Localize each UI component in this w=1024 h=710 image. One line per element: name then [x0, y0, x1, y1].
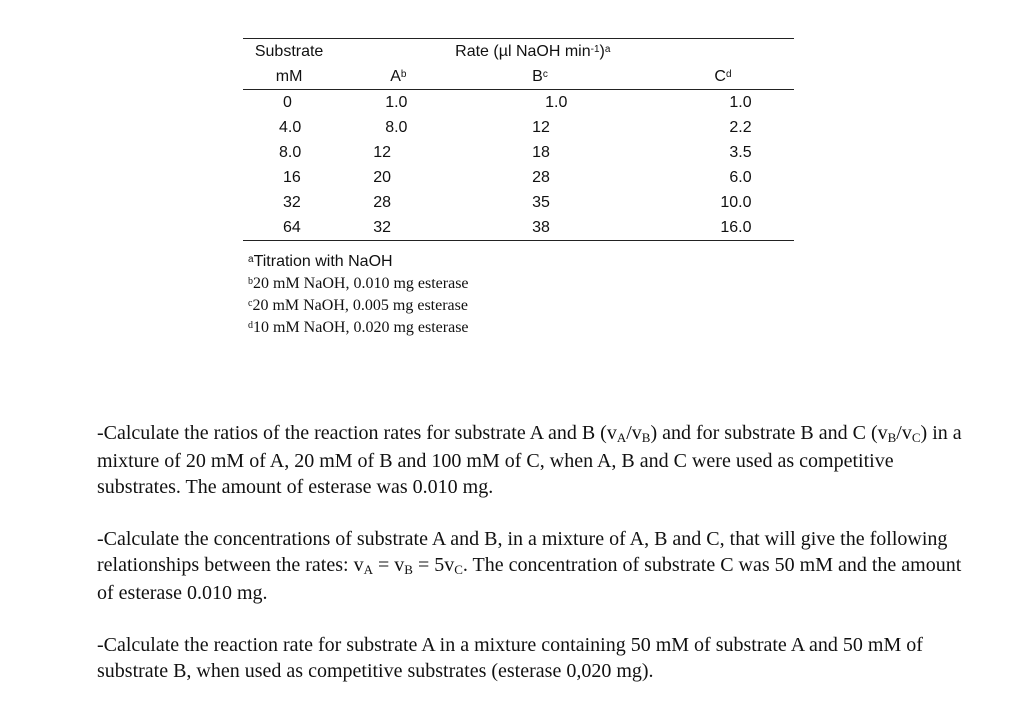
table-row — [243, 90, 794, 116]
footnote-a: $^a$Titration with NaOH — [248, 253, 393, 270]
cell-b: 18 — [532, 144, 550, 161]
footnote-b: $^b$20 mM NaOH, 0.010 mg esterase — [248, 275, 469, 292]
footnote-c: $^c$20 mM NaOH, 0.005 mg esterase — [248, 297, 468, 314]
cell-mm: 64 — [283, 219, 301, 236]
table-header-row-1 — [243, 39, 794, 65]
table-row — [243, 115, 794, 140]
rate-table-container — [243, 38, 794, 241]
table-row — [243, 215, 794, 241]
rate-table — [243, 38, 794, 241]
cell-b: 35 — [532, 194, 550, 211]
cell-a: 32 — [373, 219, 391, 236]
header-col-b: $B^c$ — [532, 68, 548, 85]
header-unit: mM — [243, 64, 335, 90]
cell-c: 1.0 — [729, 94, 752, 111]
header-rate: Rate (µl NaOH $\min^{-1})^a$ — [455, 43, 611, 60]
table-row — [243, 190, 794, 215]
table-row — [243, 140, 794, 165]
cell-b: 38 — [532, 219, 550, 236]
cell-c: 2.2 — [729, 119, 752, 136]
header-substrate: Substrate — [254, 43, 324, 60]
cell-mm: 32 — [283, 194, 301, 211]
cell-a: 12 — [373, 144, 391, 161]
table-footnotes — [248, 251, 469, 339]
question-1: -Calculate the ratios of the reaction rates for substrate A and B $(v_A/v_B)$ and for substrate B and C $(v_B/v_C)$ in a mixture of 20 mM of A, 20 mM of B and 100 mM of C, when A, B and C were used as competitive substrates. The amount of esterase was 0.010 mg. — [97, 422, 962, 498]
cell-c: 10.0 — [720, 194, 752, 211]
questions — [97, 420, 977, 710]
question-2: -Calculate the concentrations of substrate A and B, in a mixture of A, B and C, that will give the following relationships between the rates: $v_A = v_B = 5v_C$. The concentration of substrate C was 50 mM and the amount of esterase 0.010 mg. — [97, 528, 962, 604]
cell-mm: 16 — [283, 169, 301, 186]
cell-a: 1.0 — [385, 94, 408, 111]
cell-mm: 0 — [283, 94, 292, 111]
table-row — [243, 165, 794, 190]
cell-b: 12 — [532, 119, 550, 136]
cell-c: 16.0 — [720, 219, 752, 236]
table-header-row-2 — [243, 64, 794, 90]
cell-mm: 4.0 — [279, 119, 302, 136]
cell-b: 1.0 — [545, 94, 568, 111]
cell-b: 28 — [532, 169, 550, 186]
question-3: -Calculate the reaction rate for substrate A in a mixture containing 50 mM of substrate A and 50 mM of substrate B, when used as competitive substrates (esterase 0,020 mg). — [97, 634, 923, 682]
cell-c: 3.5 — [729, 144, 752, 161]
footnote-d: $^d$10 mM NaOH, 0.020 mg esterase — [248, 319, 469, 336]
cell-mm: 8.0 — [279, 144, 302, 161]
cell-a: 8.0 — [385, 119, 408, 136]
cell-c: 6.0 — [729, 169, 752, 186]
header-col-a: $A^b$ — [390, 68, 407, 85]
cell-a: 20 — [373, 169, 391, 186]
header-col-c: $C^d$ — [714, 68, 732, 85]
cell-a: 28 — [373, 194, 391, 211]
